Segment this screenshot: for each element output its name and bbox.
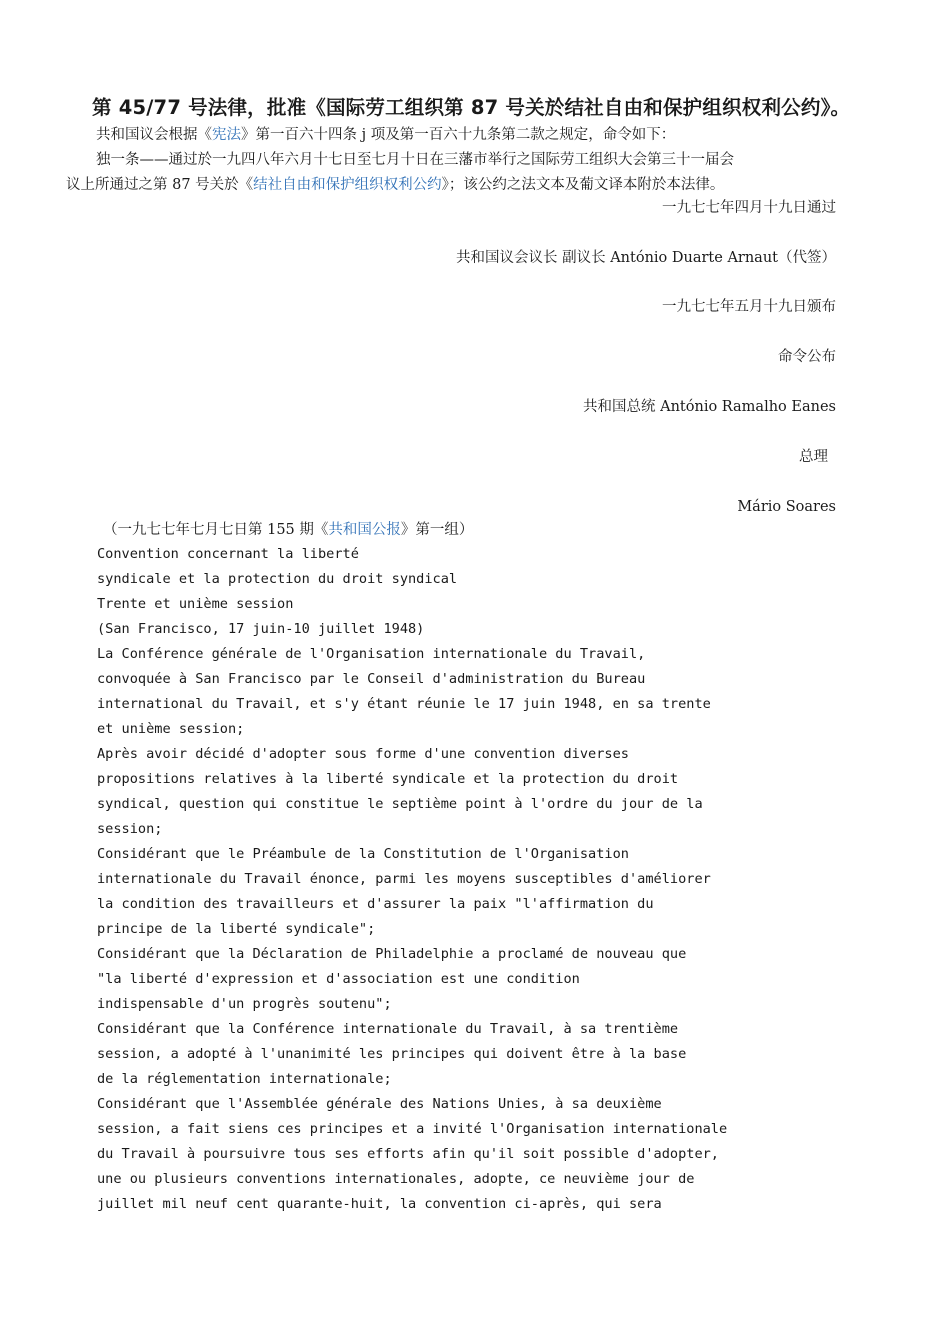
french-text-line: principe de la liberté syndicale";: [97, 921, 376, 937]
president-signature: 共和国总统 António Ramalho Eanes: [583, 399, 836, 415]
french-text-line: La Conférence générale de l'Organisation internationale du Travail,: [97, 646, 646, 662]
constitution-link[interactable]: 宪法: [212, 127, 241, 143]
french-text-line: indispensable d'un progrès soutenu";: [97, 996, 392, 1012]
sole-article-text-after: 》；该公约之法文本及葡文译本附於本法律。: [441, 177, 725, 193]
french-text-line: propositions relatives à la liberté syndicale et la protection du droit: [97, 771, 679, 787]
preamble-text-before: 共和国议会根据《: [96, 127, 212, 143]
prime-minister-name: Mário Soares: [737, 499, 836, 515]
prime-minister-title: 总理: [799, 449, 828, 465]
convention-link[interactable]: 结社自由和保护组织权利公约: [253, 177, 442, 193]
french-text-line: session, a adopté à l'unanimité les principes qui doivent être à la base: [97, 1046, 687, 1062]
publish-order: 命令公布: [778, 349, 836, 365]
law-title: 第 45/77 号法律，批准《国际劳工组织第 87 号关於结社自由和保护组织权利公约》。: [92, 96, 851, 119]
gazette-text-after: 》第一组）: [400, 522, 474, 538]
french-text-line: syndicale et la protection du droit syndical: [97, 571, 458, 587]
french-text-line: "la liberté d'expression et d'association est une condition: [97, 971, 580, 987]
french-text-line: Trente et unième session: [97, 596, 294, 612]
french-text-line: une ou plusieurs conventions internationales, adopte, ce neuvième jour de: [97, 1171, 695, 1187]
gazette-text-before: （一九七七年七月七日第 155 期《: [103, 522, 329, 538]
french-text-line: du Travail à poursuivre tous ses efforts afin qu'il soit possible d'adopter,: [97, 1146, 719, 1162]
french-text-line: syndical, question qui constitue le septième point à l'ordre du jour de la: [97, 796, 703, 812]
french-text-line: et unième session;: [97, 721, 245, 737]
promulgated-date: 一九七七年五月十九日颁布: [662, 299, 836, 315]
passed-date: 一九七七年四月十九日通过: [662, 200, 836, 216]
french-text-line: internationale du Travail énonce, parmi les moyens susceptibles d'améliorer: [97, 871, 711, 887]
preamble-text-after: 》第一百六十四条 j 项及第一百六十九条第二款之规定，命令如下：: [241, 127, 676, 143]
french-text-line: Après avoir décidé d'adopter sous forme d'une convention diverses: [97, 746, 629, 762]
french-text-line: Considérant que le Préambule de la Constitution de l'Organisation: [97, 846, 629, 862]
french-text-line: de la réglementation internationale;: [97, 1071, 392, 1087]
gazette-reference: [103, 517, 473, 543]
french-text-line: international du Travail, et s'y étant réunie le 17 juin 1948, en sa trente: [97, 696, 711, 712]
french-text-line: Considérant que la Déclaration de Philadelphie a proclamé de nouveau que: [97, 946, 687, 962]
sole-article-line-1: 独一条——通过於一九四八年六月十七日至七月十日在三藩市举行之国际劳工组织大会第三十一届会: [96, 152, 734, 168]
french-convention-text: [97, 542, 857, 1217]
french-text-line: Convention concernant la liberté: [97, 546, 359, 562]
assembly-president-signature: 共和国议会议长 副议长 António Duarte Arnaut（代签）: [455, 250, 836, 266]
french-text-line: convoquée à San Francisco par le Conseil d'administration du Bureau: [97, 671, 646, 687]
french-text-line: (San Francisco, 17 juin-10 juillet 1948): [97, 621, 425, 637]
french-text-line: session;: [97, 821, 163, 837]
french-text-line: Considérant que la Conférence internationale du Travail, à sa trentième: [97, 1021, 679, 1037]
french-text-line: la condition des travailleurs et d'assurer la paix "l'affirmation du: [97, 896, 654, 912]
preamble-paragraph: [96, 122, 675, 148]
french-text-line: Considérant que l'Assemblée générale des Nations Unies, à sa deuxième: [97, 1096, 662, 1112]
sole-article-text-before: 议上所通过之第 87 号关於《: [66, 177, 254, 193]
french-text-line: juillet mil neuf cent quarante-huit, la convention ci-après, qui sera: [97, 1196, 662, 1212]
french-text-line: session, a fait siens ces principes et a invité l'Organisation internationale: [97, 1121, 728, 1137]
sole-article-line-2: [66, 172, 724, 198]
gazette-link[interactable]: 共和国公报: [328, 522, 401, 538]
